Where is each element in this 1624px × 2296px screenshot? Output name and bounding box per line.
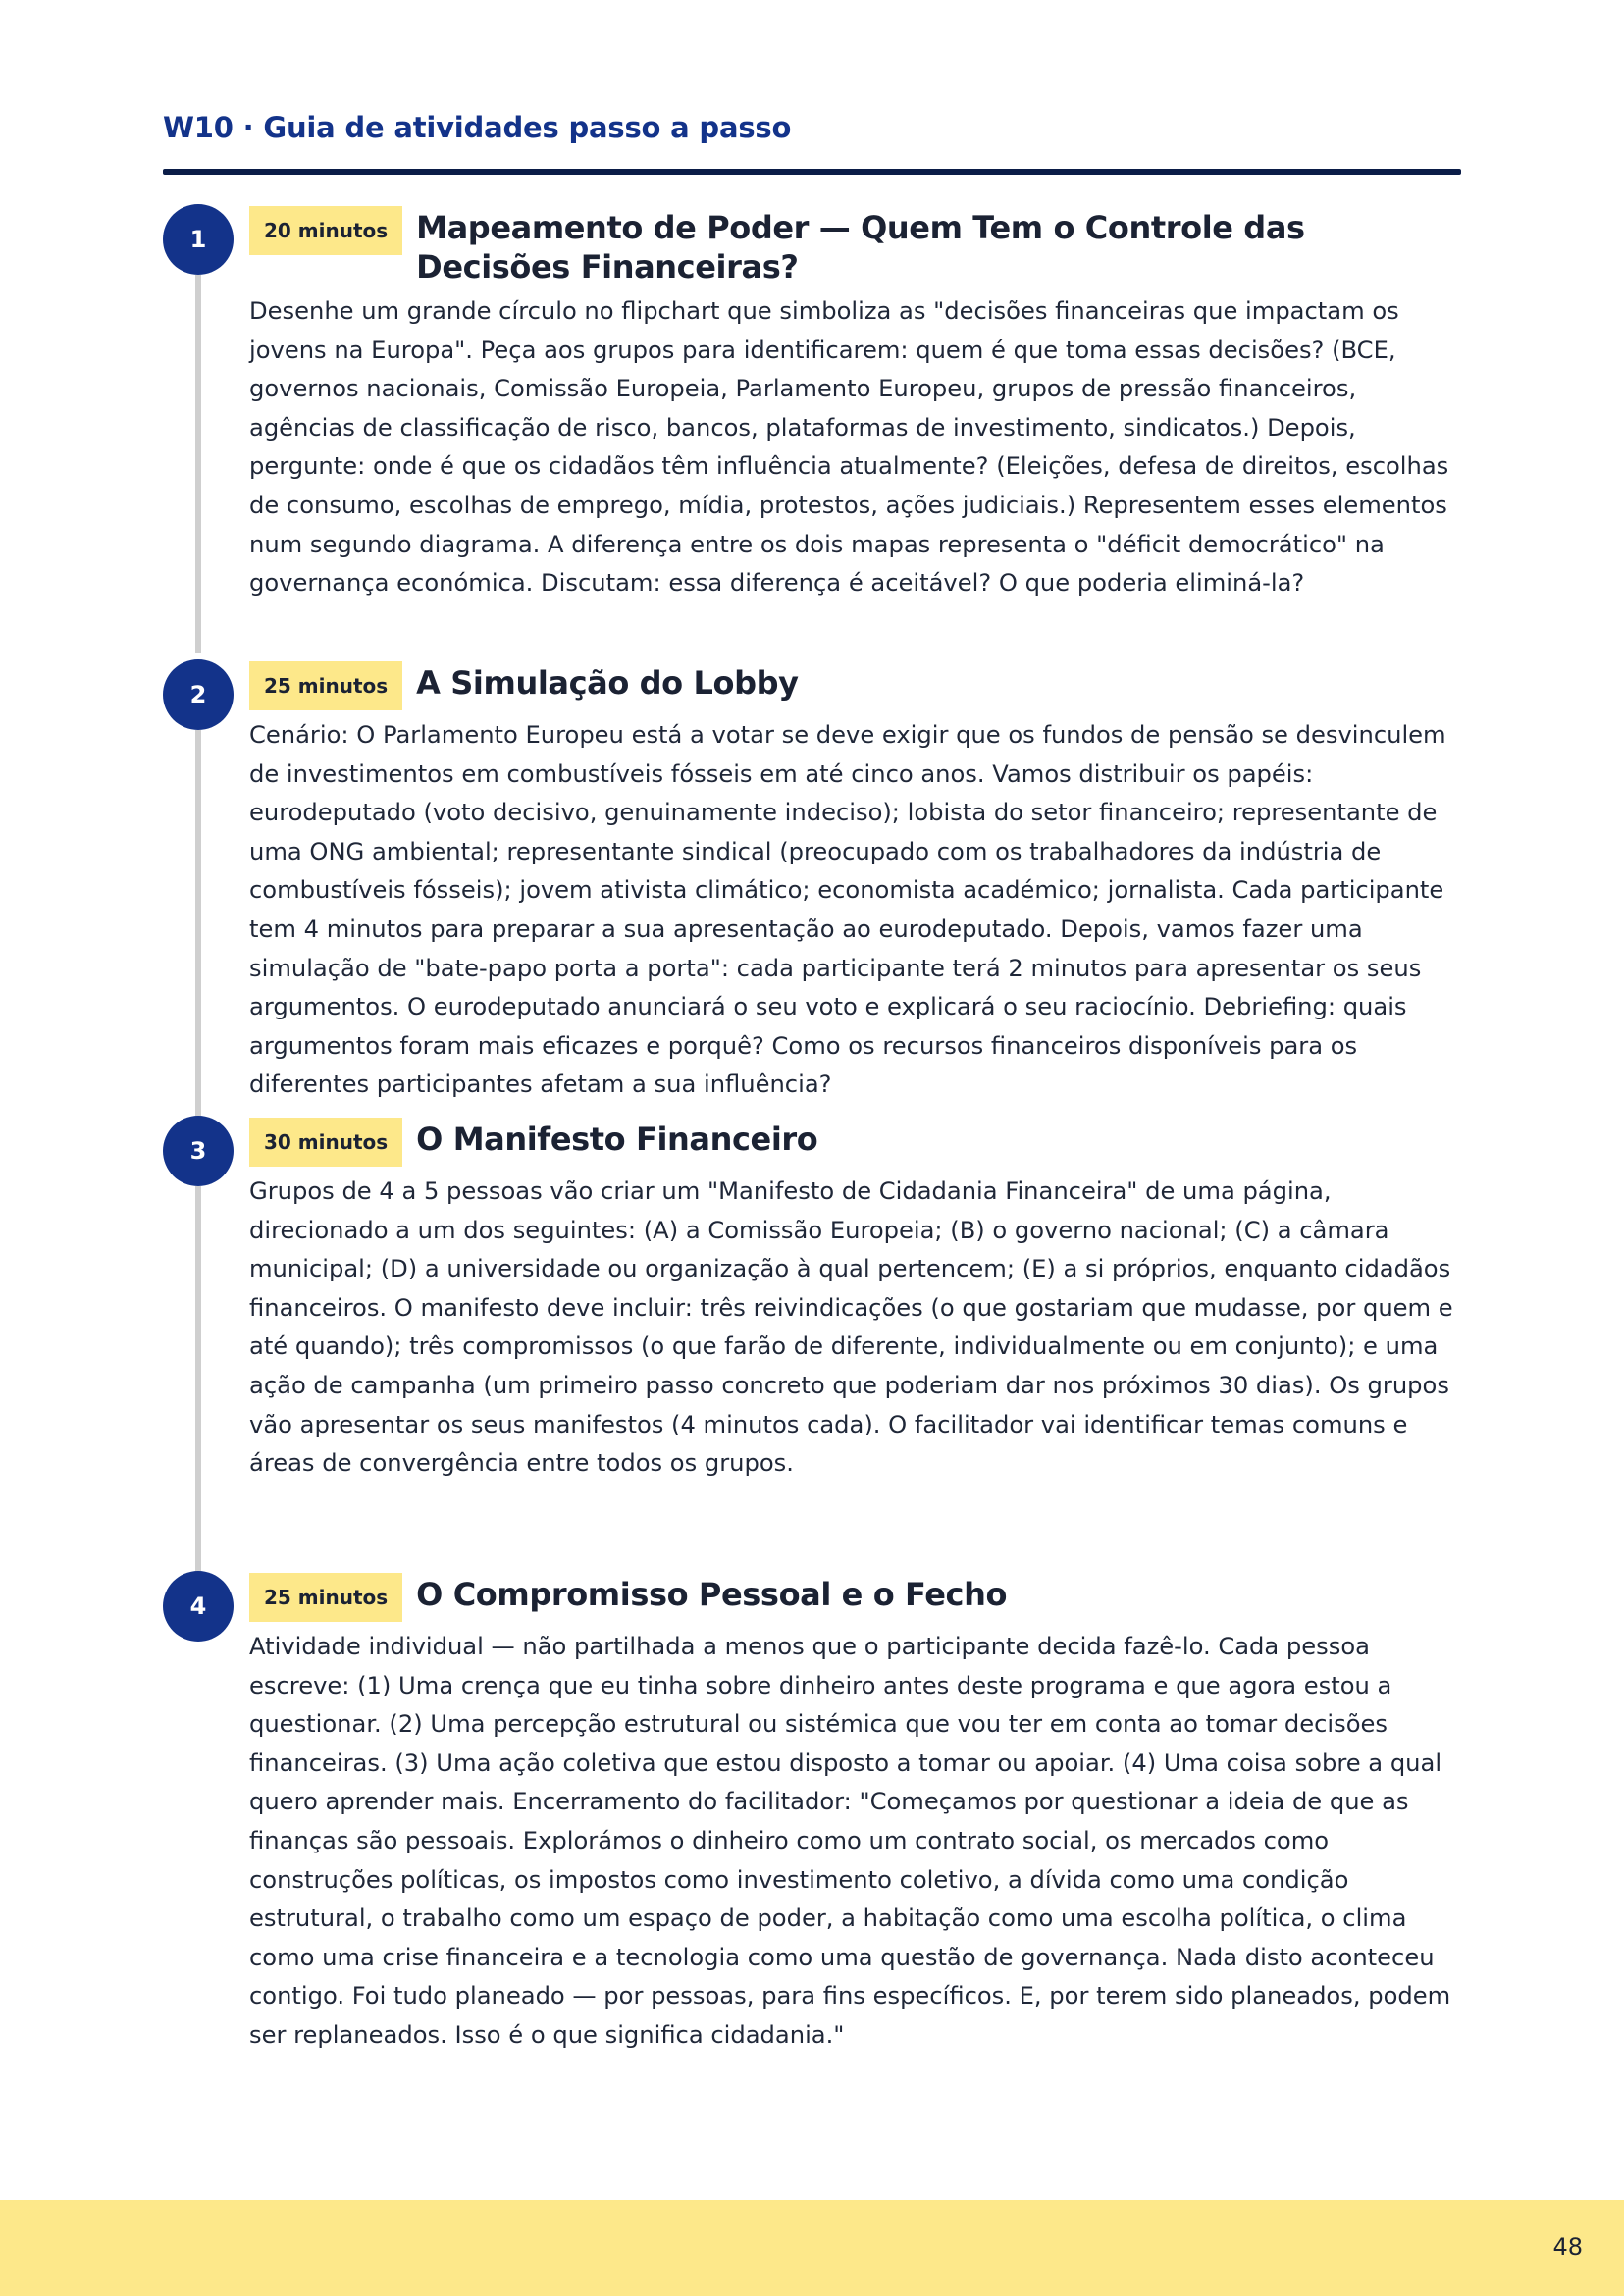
- duration-badge: 30 minutos: [249, 1118, 402, 1167]
- step-title: Mapeamento de Poder — Quem Tem o Controle das Decisões Financeiras?: [416, 209, 1305, 286]
- step-title: A Simulação do Lobby: [416, 664, 799, 702]
- step-description: Grupos de 4 a 5 pessoas vão criar um "Manifesto de Cidadania Financeira" de uma página, direcionado a um dos seguintes: (A) a Comissão Europeia; (B) o governo nacional; (C) a câmara municipal; (D) a universidade ou organização à qual pertencem; (E) a si próprios, enquanto cidadãos financeiros. O manifesto deve incluir: três reivindicações (o que gostariam que mudasse, por quem e até quando); três compromissos (o que farão de diferente, individualmente ou em conjunto); e uma ação de campanha (um primeiro passo concreto que poderiam dar nos próximos 30 dias). Os grupos vão apresentar os seus manifestos (4 minutos cada). O facilitador vai identificar temas comuns e áreas de convergência entre todos os grupos.: [249, 1177, 1453, 1478]
- step-description: Cenário: O Parlamento Europeu está a votar se deve exigir que os fundos de pensão se desvinculem de investimentos em combustíveis fósseis em até cinco anos. Vamos distribuir os papéis: eurodeputado (voto decisivo, genuinamente indeciso); lobista do setor financeiro; representante de uma ONG ambiental; representante sindical (preocupado com os trabalhadores da indústria de combustíveis fósseis); jovem ativista climático; economista académico; jornalista. Cada participante tem 4 minutos para preparar a sua apresentação ao eurodeputado. Depois, vamos fazer uma simulação de "bate-papo porta a porta": cada participante terá 2 minutos para apresentar os seus argumentos. O eurodeputado anunciará o seu voto e explicará o seu raciocínio. Debriefing: quais argumentos foram mais eficazes e porquê? Como os recursos financeiros disponíveis para os diferentes participantes afetam a sua influência?: [249, 721, 1446, 1099]
- step-content: [249, 204, 1466, 603]
- step-content: [249, 659, 1466, 1105]
- page-title: W10 · Guia de atividades passo a passo: [163, 111, 792, 144]
- page-footer: [0, 2200, 1624, 2296]
- activity-step-1: [163, 204, 1468, 655]
- page-number: 48: [1552, 2233, 1583, 2261]
- duration-badge: 25 minutos: [249, 661, 402, 710]
- step-content: [249, 1571, 1466, 2056]
- step-header: [249, 659, 1466, 710]
- step-description: Atividade individual — não partilhada a menos que o participante decida fazê-lo. Cada pessoa escreve: (1) Uma crença que eu tinha sobre dinheiro antes deste programa e que agora estou a questionar. (2) Uma percepção estrutural ou sistémica que vou ter em conta ao tomar decisões financeiras. (3) Uma ação coletiva que estou disposto a tomar ou apoiar. (4) Uma coisa sobre a qual quero aprender mais. Encerramento do facilitador: "Começamos por questionar a ideia de que as finanças são pessoais. Explorámos o dinheiro como um contrato social, os mercados como construções políticas, os impostos como investimento coletivo, a dívida como uma condição estrutural, o trabalho como um espaço de poder, a habitação como uma escolha política, o clima como uma crise financeira e a tecnologia como uma questão de governança. Nada disto aconteceu contigo. Foi tudo planeado — por pessoas, para fins específicos. E, por terem sido planeados, podem ser replaneados. Isso é o que significa cidadania.": [249, 1633, 1451, 2049]
- step-content: [249, 1116, 1466, 1484]
- activity-step-3: [163, 1116, 1468, 1567]
- step-number-badge: 1: [163, 204, 234, 275]
- step-title: O Manifesto Financeiro: [416, 1121, 818, 1158]
- step-header: [249, 204, 1466, 287]
- duration-badge: 20 minutos: [249, 206, 402, 255]
- step-header: [249, 1116, 1466, 1167]
- duration-badge: 25 minutos: [249, 1573, 402, 1622]
- activity-step-4: [163, 1571, 1468, 2049]
- step-header: [249, 1571, 1466, 1622]
- step-number-badge: 2: [163, 659, 234, 730]
- step-number-badge: 3: [163, 1116, 234, 1186]
- step-title: O Compromisso Pessoal e o Fecho: [416, 1576, 1008, 1613]
- header-divider: [163, 169, 1461, 175]
- step-description: Desenhe um grande círculo no flipchart que simboliza as "decisões financeiras que impactam os jovens na Europa". Peça aos grupos para identificarem: quem é que toma essas decisões? (BCE, governos nacionais, Comissão Europeia, Parlamento Europeu, grupos de pressão financeiros, agências de classificação de risco, bancos, plataformas de investimento, sindicatos.) Depois, pergunte: onde é que os cidadãos têm influência atualmente? (Eleições, defesa de direitos, escolhas de consumo, escolhas de emprego, mídia, protestos, ações judiciais.) Representem esses elementos num segundo diagrama. A diferença entre os dois mapas representa o "déficit democrático" na governança económica. Discutam: essa diferença é aceitável? O que poderia eliminá-la?: [249, 297, 1449, 598]
- timeline-connector: [195, 730, 201, 1175]
- step-number-badge: 4: [163, 1571, 234, 1642]
- page-header: [163, 106, 1461, 175]
- timeline-connector: [195, 1186, 201, 1630]
- activity-step-2: [163, 659, 1468, 1111]
- timeline-connector: [195, 275, 201, 653]
